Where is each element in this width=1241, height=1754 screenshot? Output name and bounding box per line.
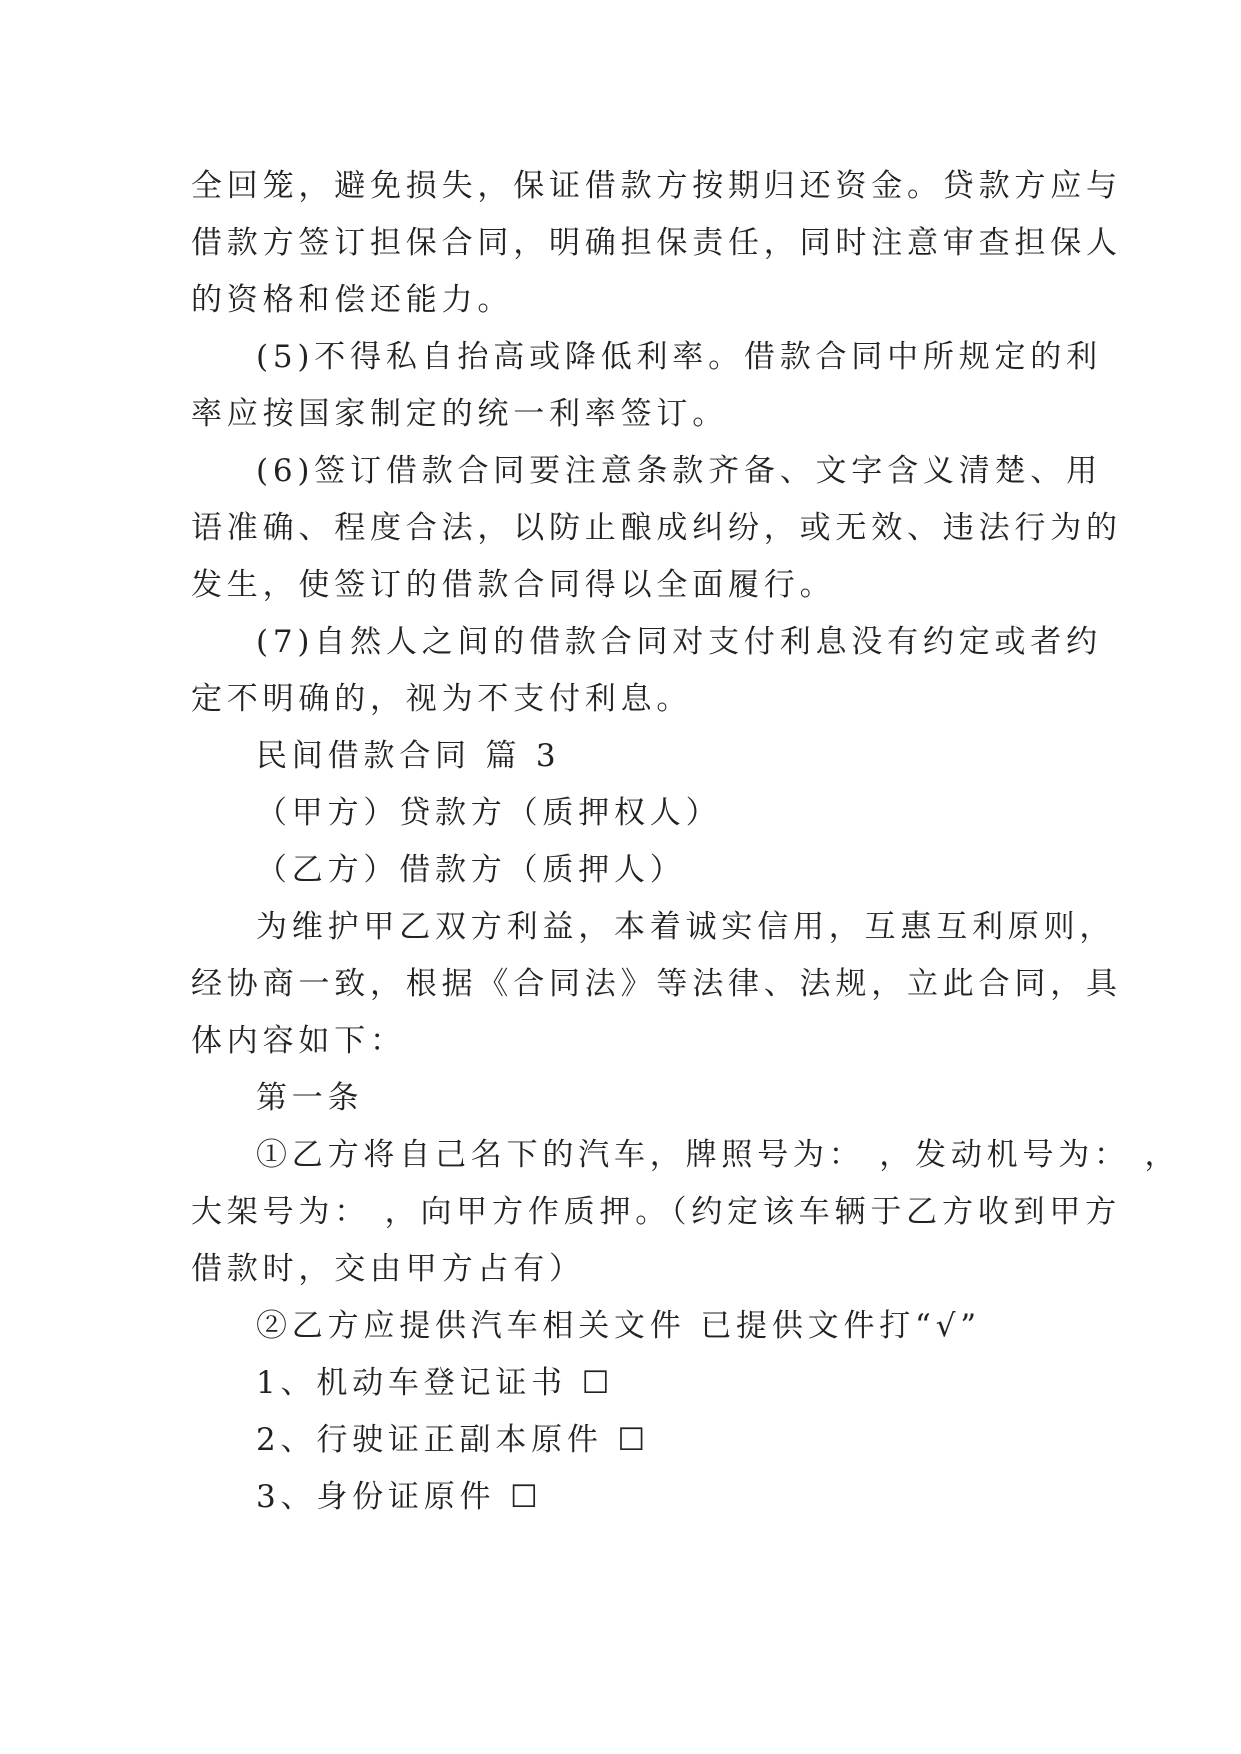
paragraph-line: 借款时，交由甲方占有） [191,1251,585,1287]
clause-7-line: (7)自然人之间的借款合同对支付利息没有约定或者约 [256,624,1102,660]
paragraph-line: 全回笼，避免损失，保证借款方按期归还资金。贷款方应与 [191,168,1122,204]
paragraph-line: 发生，使签订的借款合同得以全面履行。 [191,567,836,603]
document-body [191,158,1181,1526]
paragraph-line: 大架号为： ，向甲方作质押。（约定该车辆于乙方收到甲方 [191,1194,1121,1230]
party-a-line: （甲方）贷款方（质押权人） [256,795,722,831]
checklist-item: 2、行驶证正副本原件 ☐ [256,1422,650,1458]
paragraph-line: 定不明确的，视为不支付利息。 [191,681,693,717]
preamble-line: 为维护甲乙双方利益，本着诚实信用，互惠互利原则， [256,909,1116,945]
item-2-line: ②乙方应提供汽车相关文件 已提供文件打“√” [256,1308,981,1344]
checklist-item: 1、机动车登记证书 ☐ [256,1365,615,1401]
clause-5-line: (5)不得私自抬高或降低利率。借款合同中所规定的利 [256,339,1102,375]
section-heading: 民间借款合同 篇 3 [256,738,561,774]
party-b-line: （乙方）借款方（质押人） [256,852,686,888]
checklist-item: 3、身份证原件 ☐ [256,1479,543,1515]
paragraph-line: 语准确、程度合法，以防止酿成纠纷，或无效、违法行为的 [191,510,1122,546]
item-1-line: ①乙方将自己名下的汽车，牌照号为： ，发动机号为： ， [256,1137,1181,1173]
paragraph-line: 体内容如下： [191,1023,406,1059]
article-heading: 第一条 [256,1080,364,1116]
paragraph-line: 借款方签订担保合同，明确担保责任，同时注意审查担保人 [191,225,1122,261]
clause-6-line: (6)签订借款合同要注意条款齐备、文字含义清楚、用 [256,453,1102,489]
paragraph-line: 经协商一致，根据《合同法》等法律、法规，立此合同，具 [191,966,1122,1002]
paragraph-line: 率应按国家制定的统一利率签订。 [191,396,728,432]
paragraph-line: 的资格和偿还能力。 [191,282,514,318]
